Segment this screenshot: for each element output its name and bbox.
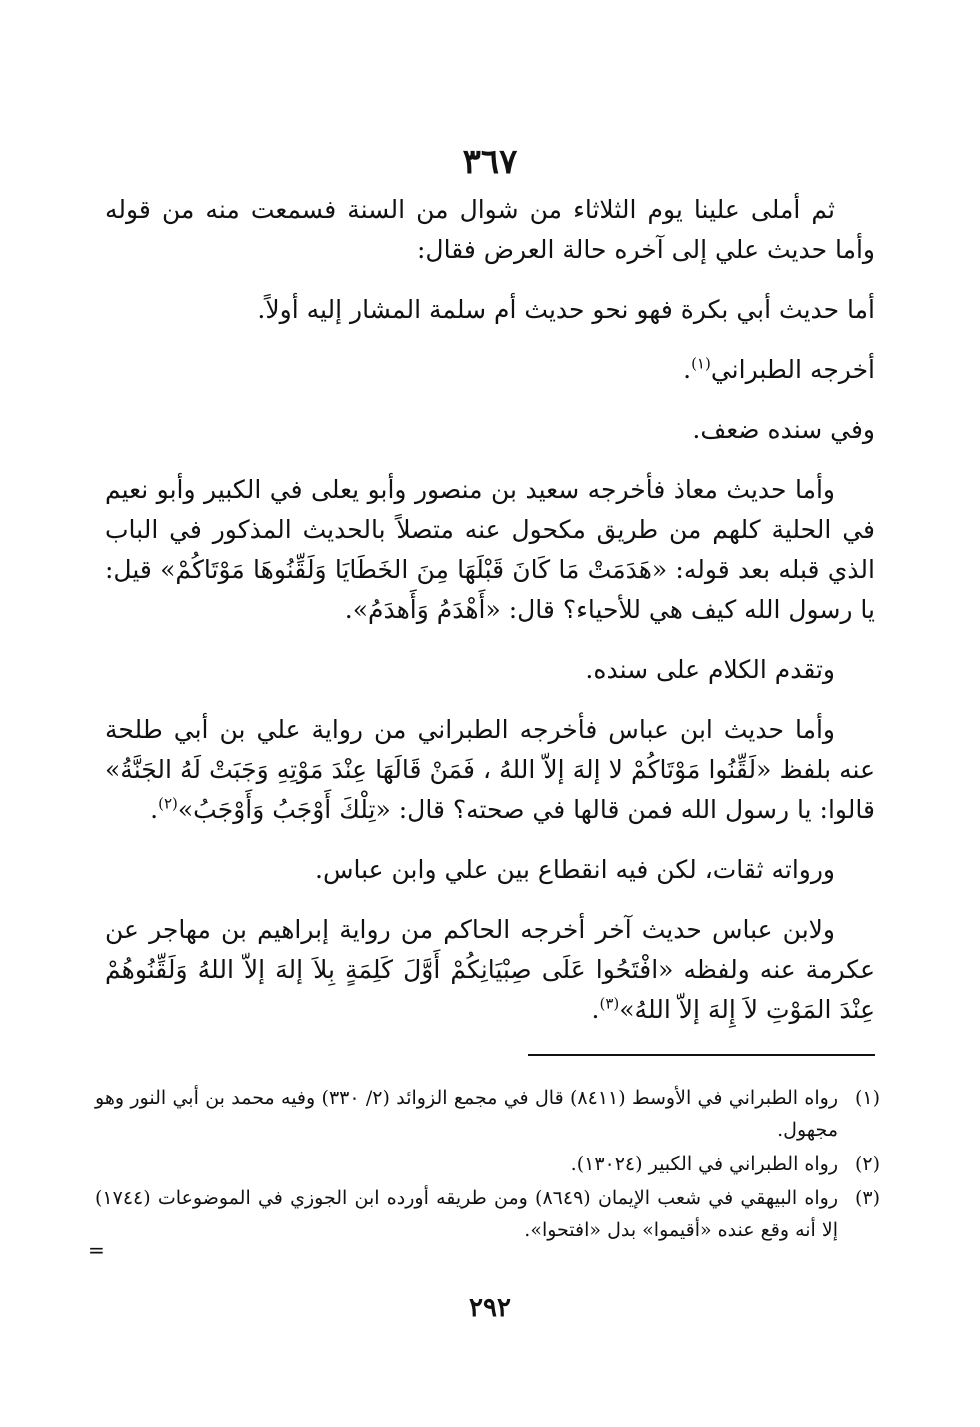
paragraph-7-text: وأما حديث ابن عباس فأخرجه الطبراني من رواية علي بن أبي طلحة عنه بلفظ «لَقِّنُوا مَوْتَاكُمْ لا إلهَ إلاّ اللهُ ، فَمَنْ قَالَهَا عِنْدَ مَوْتِهِ وَجَبَتْ لَهُ الجَنَّةُ» قالوا: يا رسول الله فمن قالها في صحته؟ قال: «تِلْكَ أَوْجَبُ وَأَوْجَبُ»	[105, 715, 875, 824]
footnote-separator	[528, 1054, 875, 1056]
continuation-mark: =	[88, 1238, 105, 1262]
page-number-top: ٣٦٧	[462, 142, 518, 182]
paragraph-3-end: .	[683, 355, 692, 384]
footnote-text: رواه الطبراني في الكبير (١٣٠٢٤).	[570, 1153, 838, 1175]
paragraph-8: ورواته ثقات، لكن فيه انقطاع بين علي وابن عباس.	[315, 855, 835, 884]
footnote-number: (١)	[854, 1087, 880, 1109]
footnote-ref-2: (٢)	[158, 794, 178, 813]
footnote-text: رواه الطبراني في الأوسط (٨٤١١) قال في مجمع الزوائد (٢/ ٣٣٠) وفيه محمد بن أبي النور وهو مجهول.	[95, 1087, 838, 1141]
paragraph-3	[105, 350, 875, 390]
paragraph-7	[105, 710, 875, 830]
paragraph-5: وأما حديث معاذ فأخرجه سعيد بن منصور وأبو يعلى في الكبير وأبو نعيم في الحلية كلهم من طريق مكحول عنه متصلاً بالحديث المذكور في الباب الذي قبله بعد قوله: «هَدَمَتْ مَا كَانَ قَبْلَهَا مِنَ الخَطَايَا وَلَقِّنُوهَا مَوْتَاكُمْ» قيل: يا رسول الله كيف هي للأحياء؟ قال: «أَهْدَمُ وَأَهدَمُ».	[105, 475, 875, 624]
paragraph-3-text: أخرجه الطبراني	[710, 355, 875, 384]
paragraph-7-end: .	[150, 795, 159, 824]
footnote-text: رواه البيهقي في شعب الإيمان (٨٦٤٩) ومن طريقه أورده ابن الجوزي في الموضوعات (١٧٤٤) إلا أنه وقع عنده «أقيموا» بدل «افتحوا».	[95, 1187, 838, 1241]
footnote-ref-3: (٣)	[599, 994, 620, 1013]
paragraph-9-end: .	[591, 995, 600, 1024]
footnote-1	[95, 1082, 880, 1146]
footnote-number: (٣)	[854, 1187, 880, 1209]
footnote-number: (٢)	[854, 1153, 880, 1175]
page-number-bottom: ٢٩٢	[469, 1293, 511, 1323]
footnote-ref-1: (١)	[691, 354, 711, 373]
paragraph-6: وتقدم الكلام على سنده.	[585, 655, 835, 684]
footnotes	[95, 1082, 880, 1248]
paragraph-4: وفي سنده ضعف.	[692, 415, 875, 444]
paragraph-2: أما حديث أبي بكرة فهو نحو حديث أم سلمة المشار إليه أولاً.	[257, 295, 875, 324]
paragraph-1: ثم أملى علينا يوم الثلاثاء من شوال من السنة فسمعت منه من قوله وأما حديث علي إلى آخره حالة العرض فقال:	[105, 195, 875, 264]
footnote-2	[95, 1148, 880, 1180]
paragraph-9	[105, 910, 875, 1030]
footnote-3	[95, 1182, 880, 1246]
main-text	[105, 190, 875, 1050]
paragraph-9-text: ولابن عباس حديث آخر أخرجه الحاكم من رواية إبراهيم بن مهاجر عن عكرمة عنه ولفظه «افْتَحُوا عَلَى صِبْيَانِكُمْ أَوَّلَ كَلِمَةٍ بِلاَ إلهَ إلاّ اللهُ وَلَقِّنُوهُمْ عِنْدَ المَوْتِ لاَ إِلهَ إلاّ اللهُ»	[105, 915, 875, 1024]
